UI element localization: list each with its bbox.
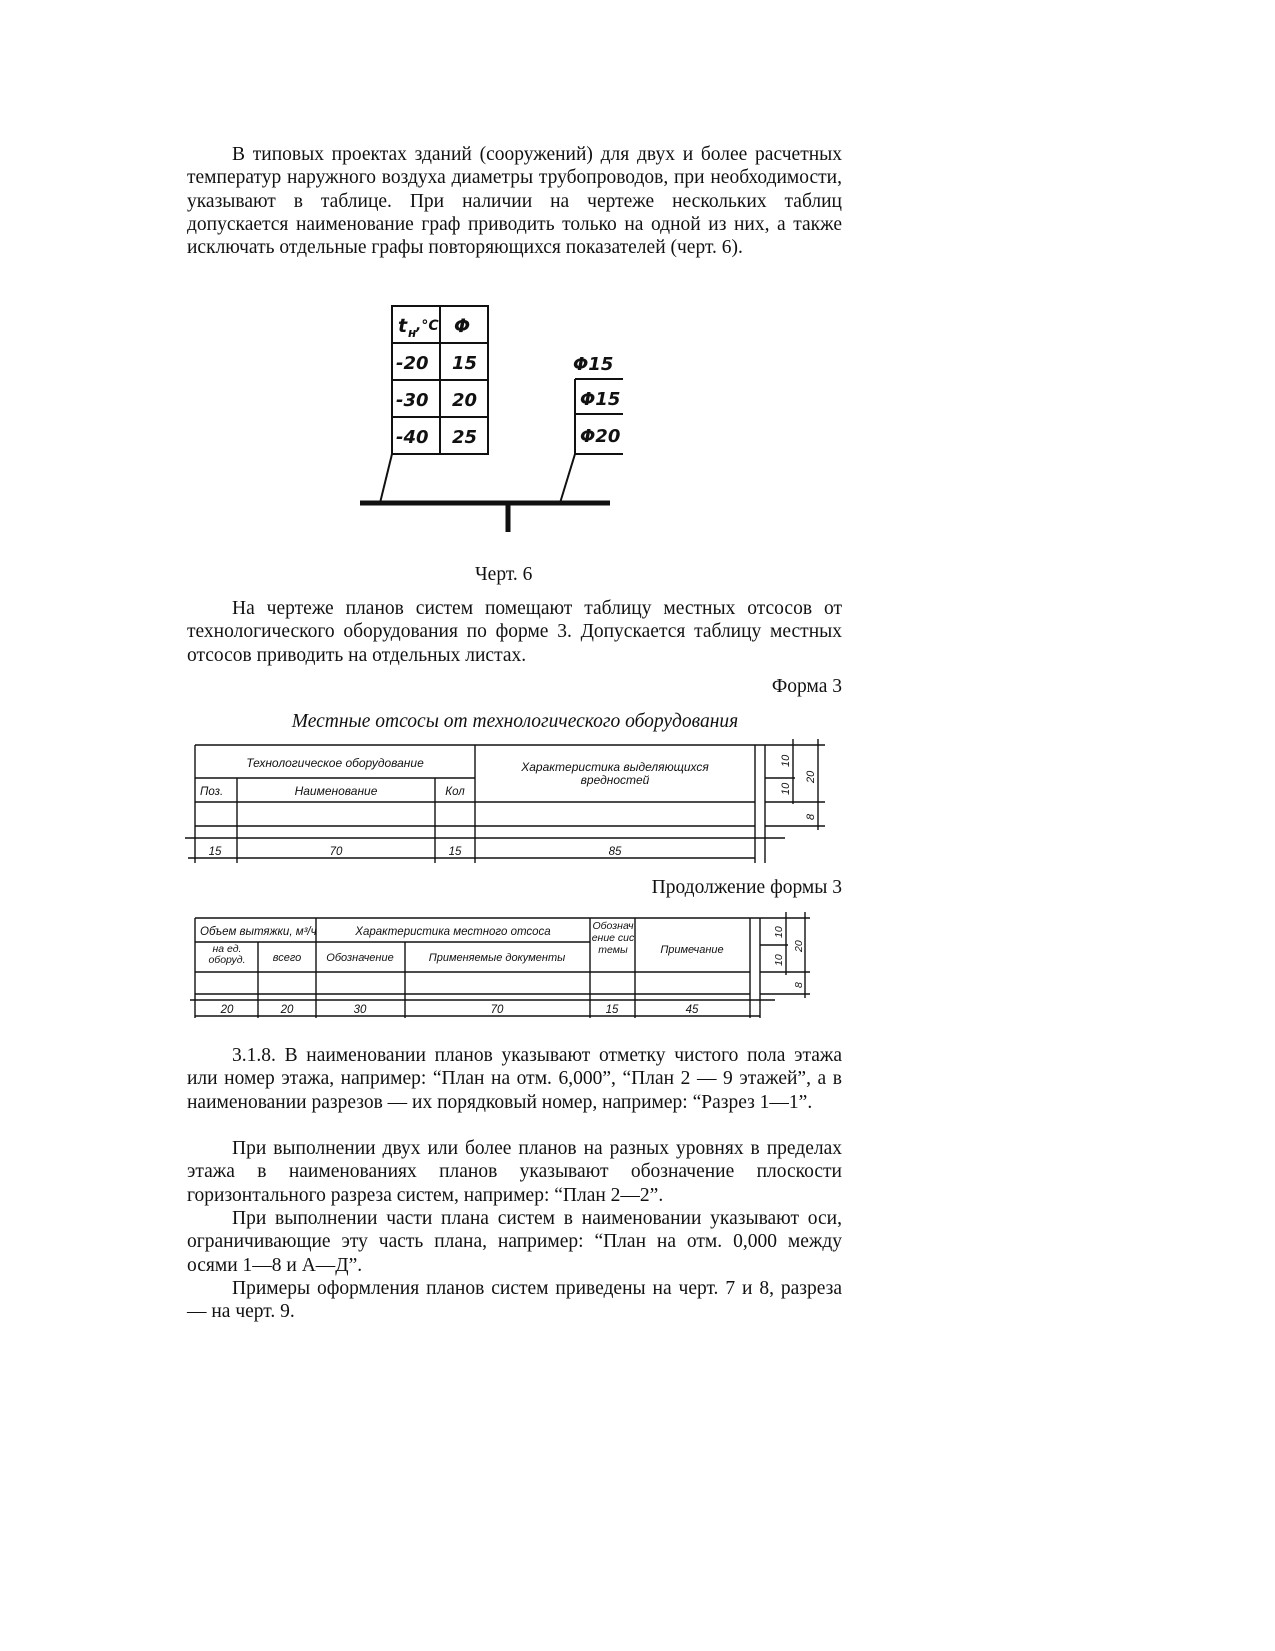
cont-height-1: 10 — [773, 926, 785, 938]
width-note: 45 — [685, 1004, 699, 1016]
header-unit: ,°C — [416, 318, 439, 334]
right-row2: Φ20 — [580, 426, 621, 447]
width-system: 15 — [605, 1004, 619, 1016]
col-per-unit-container — [198, 944, 256, 972]
col-pos: Поз. — [200, 786, 224, 798]
right-top-label: Φ15 — [573, 354, 614, 375]
paragraph-text: При выполнении части плана систем в наименовании указывают оси, ограничивающие эту часть плана, например: “План на отм. 0,000 между осями 1—8 и А—Д”. — [187, 1208, 842, 1276]
group-header: Технологическое оборудование — [246, 756, 424, 770]
leader-line-left — [380, 454, 392, 503]
drawing-6-caption: Черт. 6 — [475, 564, 533, 585]
width-total: 20 — [280, 1004, 294, 1016]
col-name: Наименование — [294, 784, 378, 798]
width-name: 70 — [329, 846, 343, 858]
paragraph-diameters-table — [187, 143, 842, 259]
paragraph-text: Примеры оформления планов систем приведены на черт. 7 и 8, разреза — на черт. 9. — [187, 1278, 842, 1323]
width-designation: 30 — [353, 1004, 367, 1016]
row1-diameter: 15 — [452, 353, 478, 374]
right-row1: Φ15 — [580, 389, 621, 410]
col-docs: Применяемые документы — [428, 952, 566, 964]
col-designation: Обозначение — [326, 952, 394, 964]
width-qty: 15 — [448, 846, 462, 858]
cont-height-3: 20 — [793, 940, 805, 952]
col-total: всего — [272, 952, 302, 964]
form-3-table — [185, 745, 825, 875]
col-note: Примечание — [660, 944, 724, 956]
drawing-6 — [360, 300, 660, 550]
col-char-container — [495, 761, 735, 801]
paragraph-text: При выполнении двух или более планов на разных уровнях в пределах этажа в наименованиях планов указывают обозначение плоскости горизонтального разреза систем, например: “План 2—2”. — [187, 1138, 842, 1206]
row2-diameter: 20 — [452, 390, 478, 411]
width-per-unit: 20 — [220, 1004, 234, 1016]
leader-line-right — [560, 454, 575, 503]
form-3-label: Форма 3 — [771, 676, 842, 697]
cont-height-2: 10 — [773, 954, 785, 966]
width-char: 85 — [608, 846, 622, 858]
col-system: Обозначение системы — [591, 920, 635, 956]
form-3-continuation-label: Продолжение формы 3 — [651, 877, 842, 898]
form-3-title: Местные отсосы от технологического оборудования — [291, 711, 739, 732]
col-system-container — [591, 920, 635, 972]
cont-height-4: 8 — [793, 982, 805, 988]
group-local: Характеристика местного отсоса — [355, 926, 551, 938]
paragraph-examples — [187, 1277, 842, 1324]
header-t-sub: н — [408, 326, 417, 340]
row1-temp: -20 — [396, 353, 429, 374]
row3-diameter: 25 — [452, 427, 478, 448]
height-3: 20 — [805, 770, 817, 783]
paragraph-text: На чертеже планов систем помещают таблицу местных отсосов от технологического оборудования по форме 3. Допускается таблицу местных отсосов приводить на отдельных листах. — [187, 598, 842, 666]
height-1: 10 — [780, 754, 792, 767]
width-docs: 70 — [490, 1004, 504, 1016]
width-pos: 15 — [208, 846, 222, 858]
header-phi: Φ — [454, 315, 471, 337]
group-volume: Объем вытяжки, м³/ч — [200, 926, 317, 938]
paragraph-text: В типовых проектах зданий (сооружений) для двух и более расчетных температур наружного воздуха диаметры трубопроводов, при необходимости, указывают в таблице. При наличии на чертеже нескольких таблиц допускается наименование граф приводить только на одной из них, а также исключать отдельные графы повторяющихся показателей (черт. 6). — [187, 144, 842, 259]
height-2: 10 — [780, 782, 792, 795]
paragraph-local-exhaust — [187, 597, 842, 667]
paragraph-text: 3.1.8. В наименовании планов указывают отметку чистого пола этажа или номер этажа, например: “План на отм. 6,000”, “План 2 — 9 этажей”, а в наименовании разрезов — их порядковый номер, например: “Разрез 1—1”. — [187, 1045, 842, 1113]
paragraph-plan-names — [187, 1044, 842, 1114]
header-t: t — [398, 315, 408, 337]
row2-temp: -30 — [396, 390, 429, 411]
col-qty: Кол — [445, 786, 465, 798]
form-3-continuation-table — [190, 918, 820, 1028]
height-4: 8 — [805, 813, 817, 820]
paragraph-multiple-levels — [187, 1137, 842, 1207]
col-char: Характеристика выделяющихся вредностей — [521, 761, 709, 787]
paragraph-partial-plan — [187, 1207, 842, 1277]
col-per-unit: на ед. оборуд. — [208, 944, 246, 966]
row3-temp: -40 — [396, 427, 429, 448]
